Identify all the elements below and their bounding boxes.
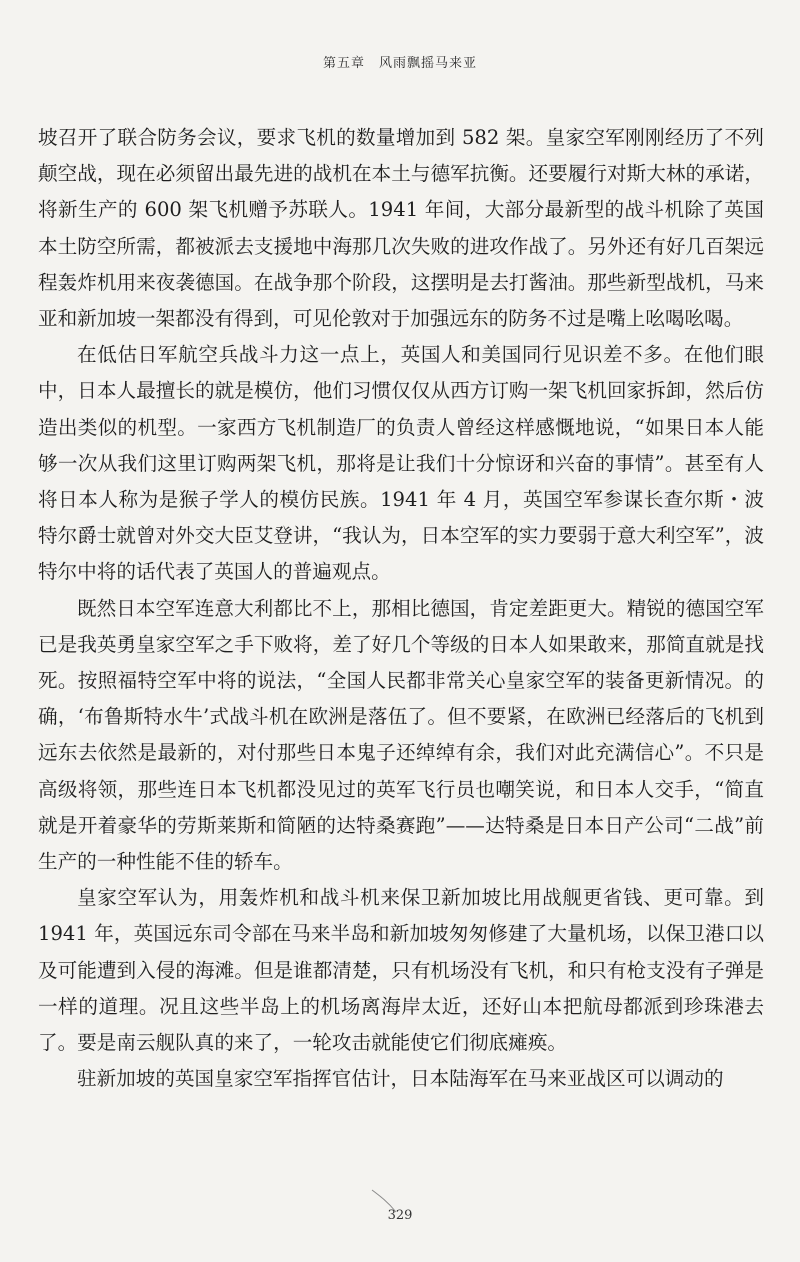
paragraph: 驻新加坡的英国皇家空军指挥官估计，日本陆海军在马来亚战区可以调动的 [77,1067,724,1091]
paragraph: 在低估日军航空兵战斗力这一点上，英国人和美国同行见识差不多。在他们眼中，日本人最擅长的就是模仿，他们习惯仅仅从西方订购一架飞机回家拆卸，然后仿造出类似的机型。一家西方飞机制造厂的负责人曾经这样感慨地说，“如果日本人能够一次从我们这里订购两架飞机，那将是让我们十分惊讶和兴奋的事情”。甚至有人将日本人称为是猴子学人的模仿民族。1941 年 4 月，英国空军参谋长查尔斯・波特尔爵士就曾对外交大臣艾登讲，“我认为，日本空军的实力要弱于意大利空军”，波特尔中将的话代表了英国人的普遍观点。 [38,343,764,584]
paragraph: 坡召开了联合防务会议，要求飞机的数量增加到 582 架。皇家空军刚刚经历了不列颠空战，现在必须留出最先进的战机在本土与德军抗衡。还要履行对斯大林的承诺，将新生产的 600 架飞机赠予苏联人。1941 年间，大部分最新型的战斗机除了英国本土防空所需，都被派去支援地中海那几次失败的进攻作战了。另外还有好几百架远程轰炸机用来夜袭德国。在战争那个阶段，这摆明是去打酱油。那些新型战机，马来亚和新加坡一架都没有得到，可见伦敦对于加强远东的防务不过是嘴上吆喝吆喝。 [38,126,764,331]
page-number: 329 [387,1208,413,1223]
paragraph: 皇家空军认为，用轰炸机和战斗机来保卫新加坡比用战舰更省钱、更可靠。到 1941 年，英国远东司令部在马来半岛和新加坡匆匆修建了大量机场，以保卫港口以及可能遭到入侵的海滩。但是谁都清楚，只有机场没有飞机，和只有枪支没有子弹是一样的道理。况且这些半岛上的机场离海岸太近，还好山本把航母都派到珍珠港去了。要是南云舰队真的来了，一轮攻击就能使它们彻底瘫痪。 [38,886,764,1055]
paragraph: 既然日本空军连意大利都比不上，那相比德国，肯定差距更大。精锐的德国空军已是我英勇皇家空军之手下败将，差了好几个等级的日本人如果敢来，那简直就是找死。按照福特空军中将的说法，“全国人民都非常关心皇家空军的装备更新情况。的确，‘布鲁斯特水牛’式战斗机在欧洲是落伍了。但不要紧，在欧洲已经落后的飞机到远东去依然是最新的，对付那些日本鬼子还绰绰有余，我们对此充满信心”。不只是高级将领，那些连日本飞机都没见过的英军飞行员也嘲笑说，和日本人交手，“简直就是开着豪华的劳斯莱斯和简陋的达特桑赛跑”——达特桑是日本日产公司“二战”前生产的一种性能不佳的轿车。 [38,596,764,874]
body-text [38,120,764,1097]
running-head: 第五章 风雨飘摇马来亚 [322,56,477,71]
